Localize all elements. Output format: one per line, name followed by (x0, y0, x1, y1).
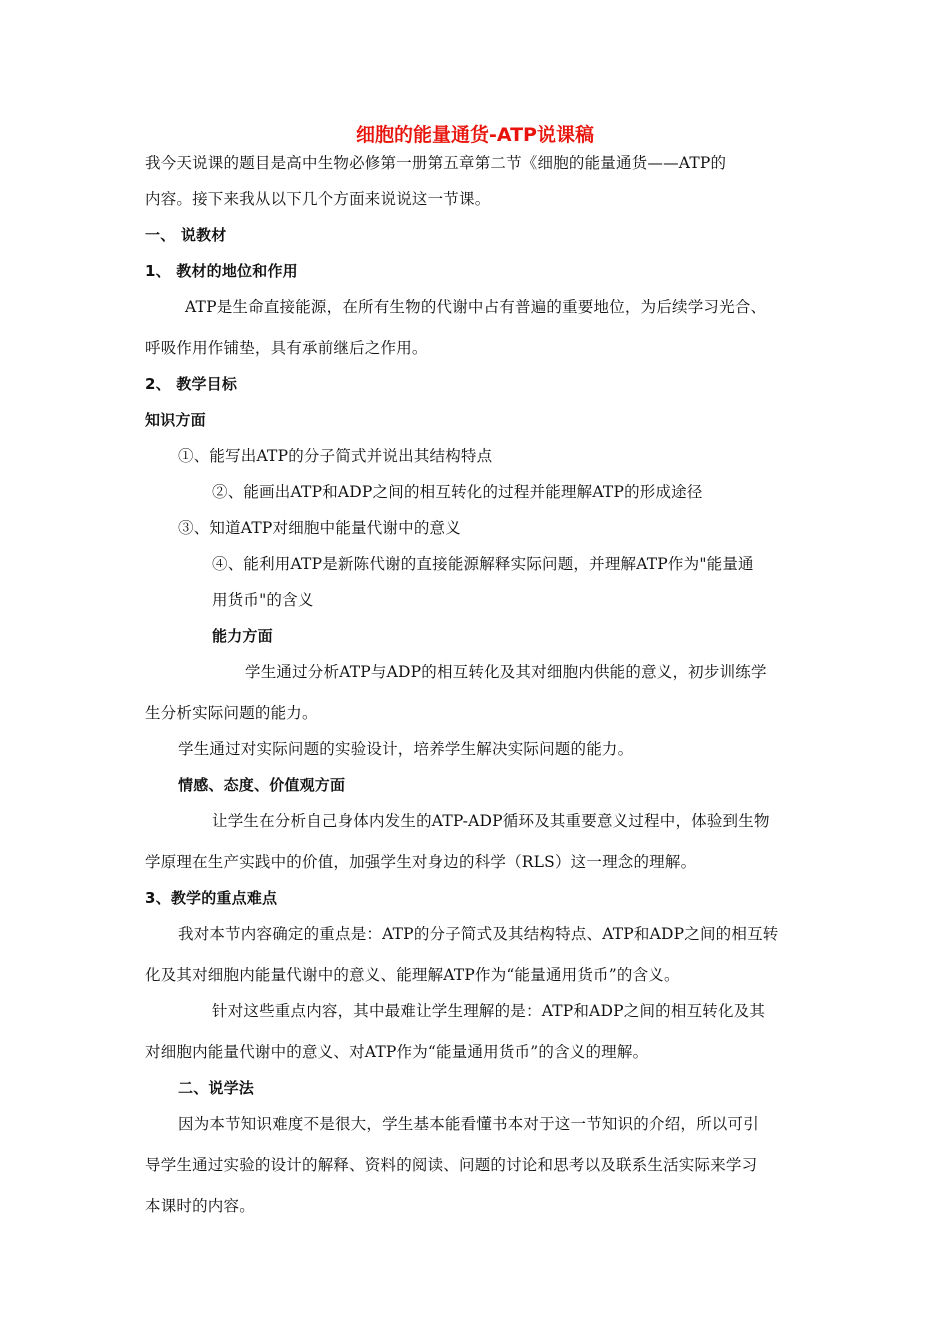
subheading-knowledge: 知识方面 (145, 411, 206, 429)
paragraph-line: 学生通过对实际问题的实验设计，培养学生解决实际问题的能力。 (178, 740, 634, 758)
document-title: 细胞的能量通货-ATP说课稿 (355, 124, 594, 146)
paragraph-line: 生分析实际问题的能力。 (145, 704, 318, 722)
paragraph-line: 学生通过分析ATP与ADP的相互转化及其对细胞内供能的意义，初步训练学 (245, 663, 767, 681)
intro-line-2: 内容。接下来我从以下几个方面来说说这一节课。 (145, 190, 491, 208)
subheading-teaching-goals: 2、 教学目标 (145, 375, 238, 393)
list-item: ④、能利用ATP是新陈代谢的直接能源解释实际问题，并理解ATP作为"能量通 (212, 555, 754, 573)
intro-line-1: 我今天说课的题目是高中生物必修第一册第五章第二节《细胞的能量通货——ATP的 (145, 154, 727, 172)
section-heading-learning-method: 二、说学法 (178, 1079, 255, 1097)
paragraph-line: 学原理在生产实践中的价值，加强学生对身边的科学（RLS）这一理念的理解。 (145, 853, 697, 871)
list-item: ①、能写出ATP的分子简式并说出其结构特点 (178, 447, 493, 465)
list-item: ②、能画出ATP和ADP之间的相互转化的过程并能理解ATP的形成途径 (212, 483, 703, 501)
paragraph-line: 对细胞内能量代谢中的意义、对ATP作为“能量通用货币”的含义的理解。 (145, 1043, 649, 1061)
section-heading-textbook: 一、 说教材 (145, 226, 227, 244)
paragraph-line: 呼吸作用作铺垫，具有承前继后之作用。 (145, 339, 428, 357)
subheading-status-role: 1、 教材的地位和作用 (145, 262, 298, 280)
list-item-continued: 用货币"的含义 (212, 591, 314, 609)
subheading-key-points: 3、教学的重点难点 (145, 889, 278, 907)
paragraph-line: ATP是生命直接能源，在所有生物的代谢中占有普遍的重要地位，为后续学习光合、 (185, 298, 767, 316)
paragraph-line: 导学生通过实验的设计的解释、资料的阅读、问题的讨论和思考以及联系生活实际来学习 (145, 1156, 758, 1174)
paragraph-line: 因为本节知识难度不是很大，学生基本能看懂书本对于这一节知识的介绍，所以可引 (178, 1115, 759, 1133)
subheading-attitude-values: 情感、态度、价值观方面 (178, 776, 346, 794)
subheading-ability: 能力方面 (212, 627, 273, 645)
paragraph-line: 化及其对细胞内能量代谢中的意义、能理解ATP作为“能量通用货币”的含义。 (145, 966, 680, 984)
paragraph-line: 让学生在分析自己身体内发生的ATP-ADP循环及其重要意义过程中，体验到生物 (212, 812, 770, 830)
paragraph-line: 我对本节内容确定的重点是：ATP的分子简式及其结构特点、ATP和ADP之间的相互转 (178, 925, 779, 943)
paragraph-line: 针对这些重点内容，其中最难让学生理解的是：ATP和ADP之间的相互转化及其 (212, 1002, 766, 1020)
paragraph-line: 本课时的内容。 (145, 1197, 255, 1215)
list-item: ③、知道ATP对细胞中能量代谢中的意义 (178, 519, 461, 537)
